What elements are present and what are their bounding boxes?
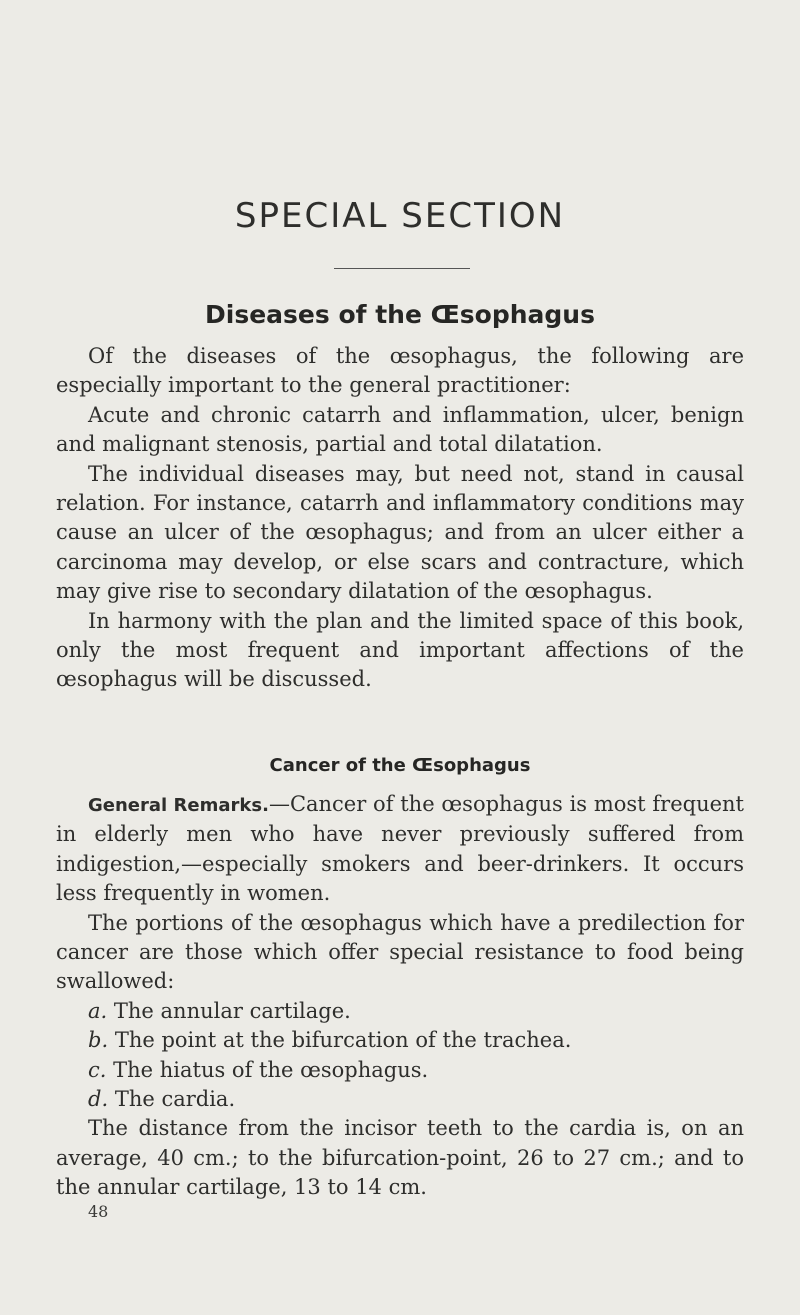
- list-text: The cardia.: [114, 1087, 236, 1112]
- list-item: [56, 1026, 744, 1055]
- cancer-text: [56, 790, 744, 1203]
- intro-paragraph-1: Of the diseases of the œsophagus, the following are especially important to the general practitioner:: [56, 344, 744, 398]
- distance-paragraph: The distance from the incisor teeth to the cardia is, on an average, 40 cm.; to the bifurcation-point, 26 to 27 cm.; and to the annular cartilage, 13 to 14 cm.: [56, 1116, 744, 1200]
- general-remarks-label: General Remarks.: [88, 795, 269, 816]
- predilection-paragraph: The portions of the œsophagus which have a predilection for cancer are those which offer special resistance to food being swallowed:: [56, 910, 744, 994]
- page-number: 48: [88, 1202, 109, 1221]
- list-text: The point at the bifurcation of the trachea.: [114, 1028, 572, 1053]
- list-item: [56, 1085, 744, 1114]
- title-divider: [334, 268, 470, 269]
- book-page: [56, 0, 744, 1315]
- general-remarks-text: —Cancer of the œsophagus is most frequent in elderly men who have never previously suffered from indigestion,—especially smokers and beer-drinkers. It occurs less frequently in women.: [56, 792, 744, 906]
- section-title: SPECIAL SECTION: [234, 196, 566, 236]
- intro-paragraph-2: Acute and chronic catarrh and inflammation, ulcer, benign and malignant stenosis, partial and total dilatation.: [56, 402, 744, 457]
- intro-text: [56, 342, 744, 695]
- subsection-title: Cancer of the Œsophagus: [269, 755, 531, 776]
- list-item: [56, 997, 744, 1026]
- list-text: The hiatus of the œsophagus.: [113, 1057, 429, 1082]
- intro-paragraph-3: The individual diseases may, but need not, stand in causal relation. For instance, catarrh and inflammatory conditions may cause an ulcer of the œsophagus; and from an ulcer either a carcinoma may develop, or else scars and contracture, which may give rise to secondary dilatation of the œsophagus.: [56, 461, 744, 604]
- general-remarks-paragraph: [56, 790, 744, 909]
- list-letter: b.: [88, 1028, 109, 1053]
- list-letter: c.: [88, 1057, 107, 1082]
- list-letter: d.: [88, 1087, 109, 1112]
- list-letter: a.: [88, 998, 108, 1023]
- list-item: [56, 1056, 744, 1085]
- list-text: The annular cartilage.: [113, 998, 351, 1023]
- chapter-title: Diseases of the Œsophagus: [205, 300, 595, 329]
- intro-paragraph-4: In harmony with the plan and the limited space of this book, only the most frequent and important affections of the œsophagus will be discussed.: [56, 608, 744, 692]
